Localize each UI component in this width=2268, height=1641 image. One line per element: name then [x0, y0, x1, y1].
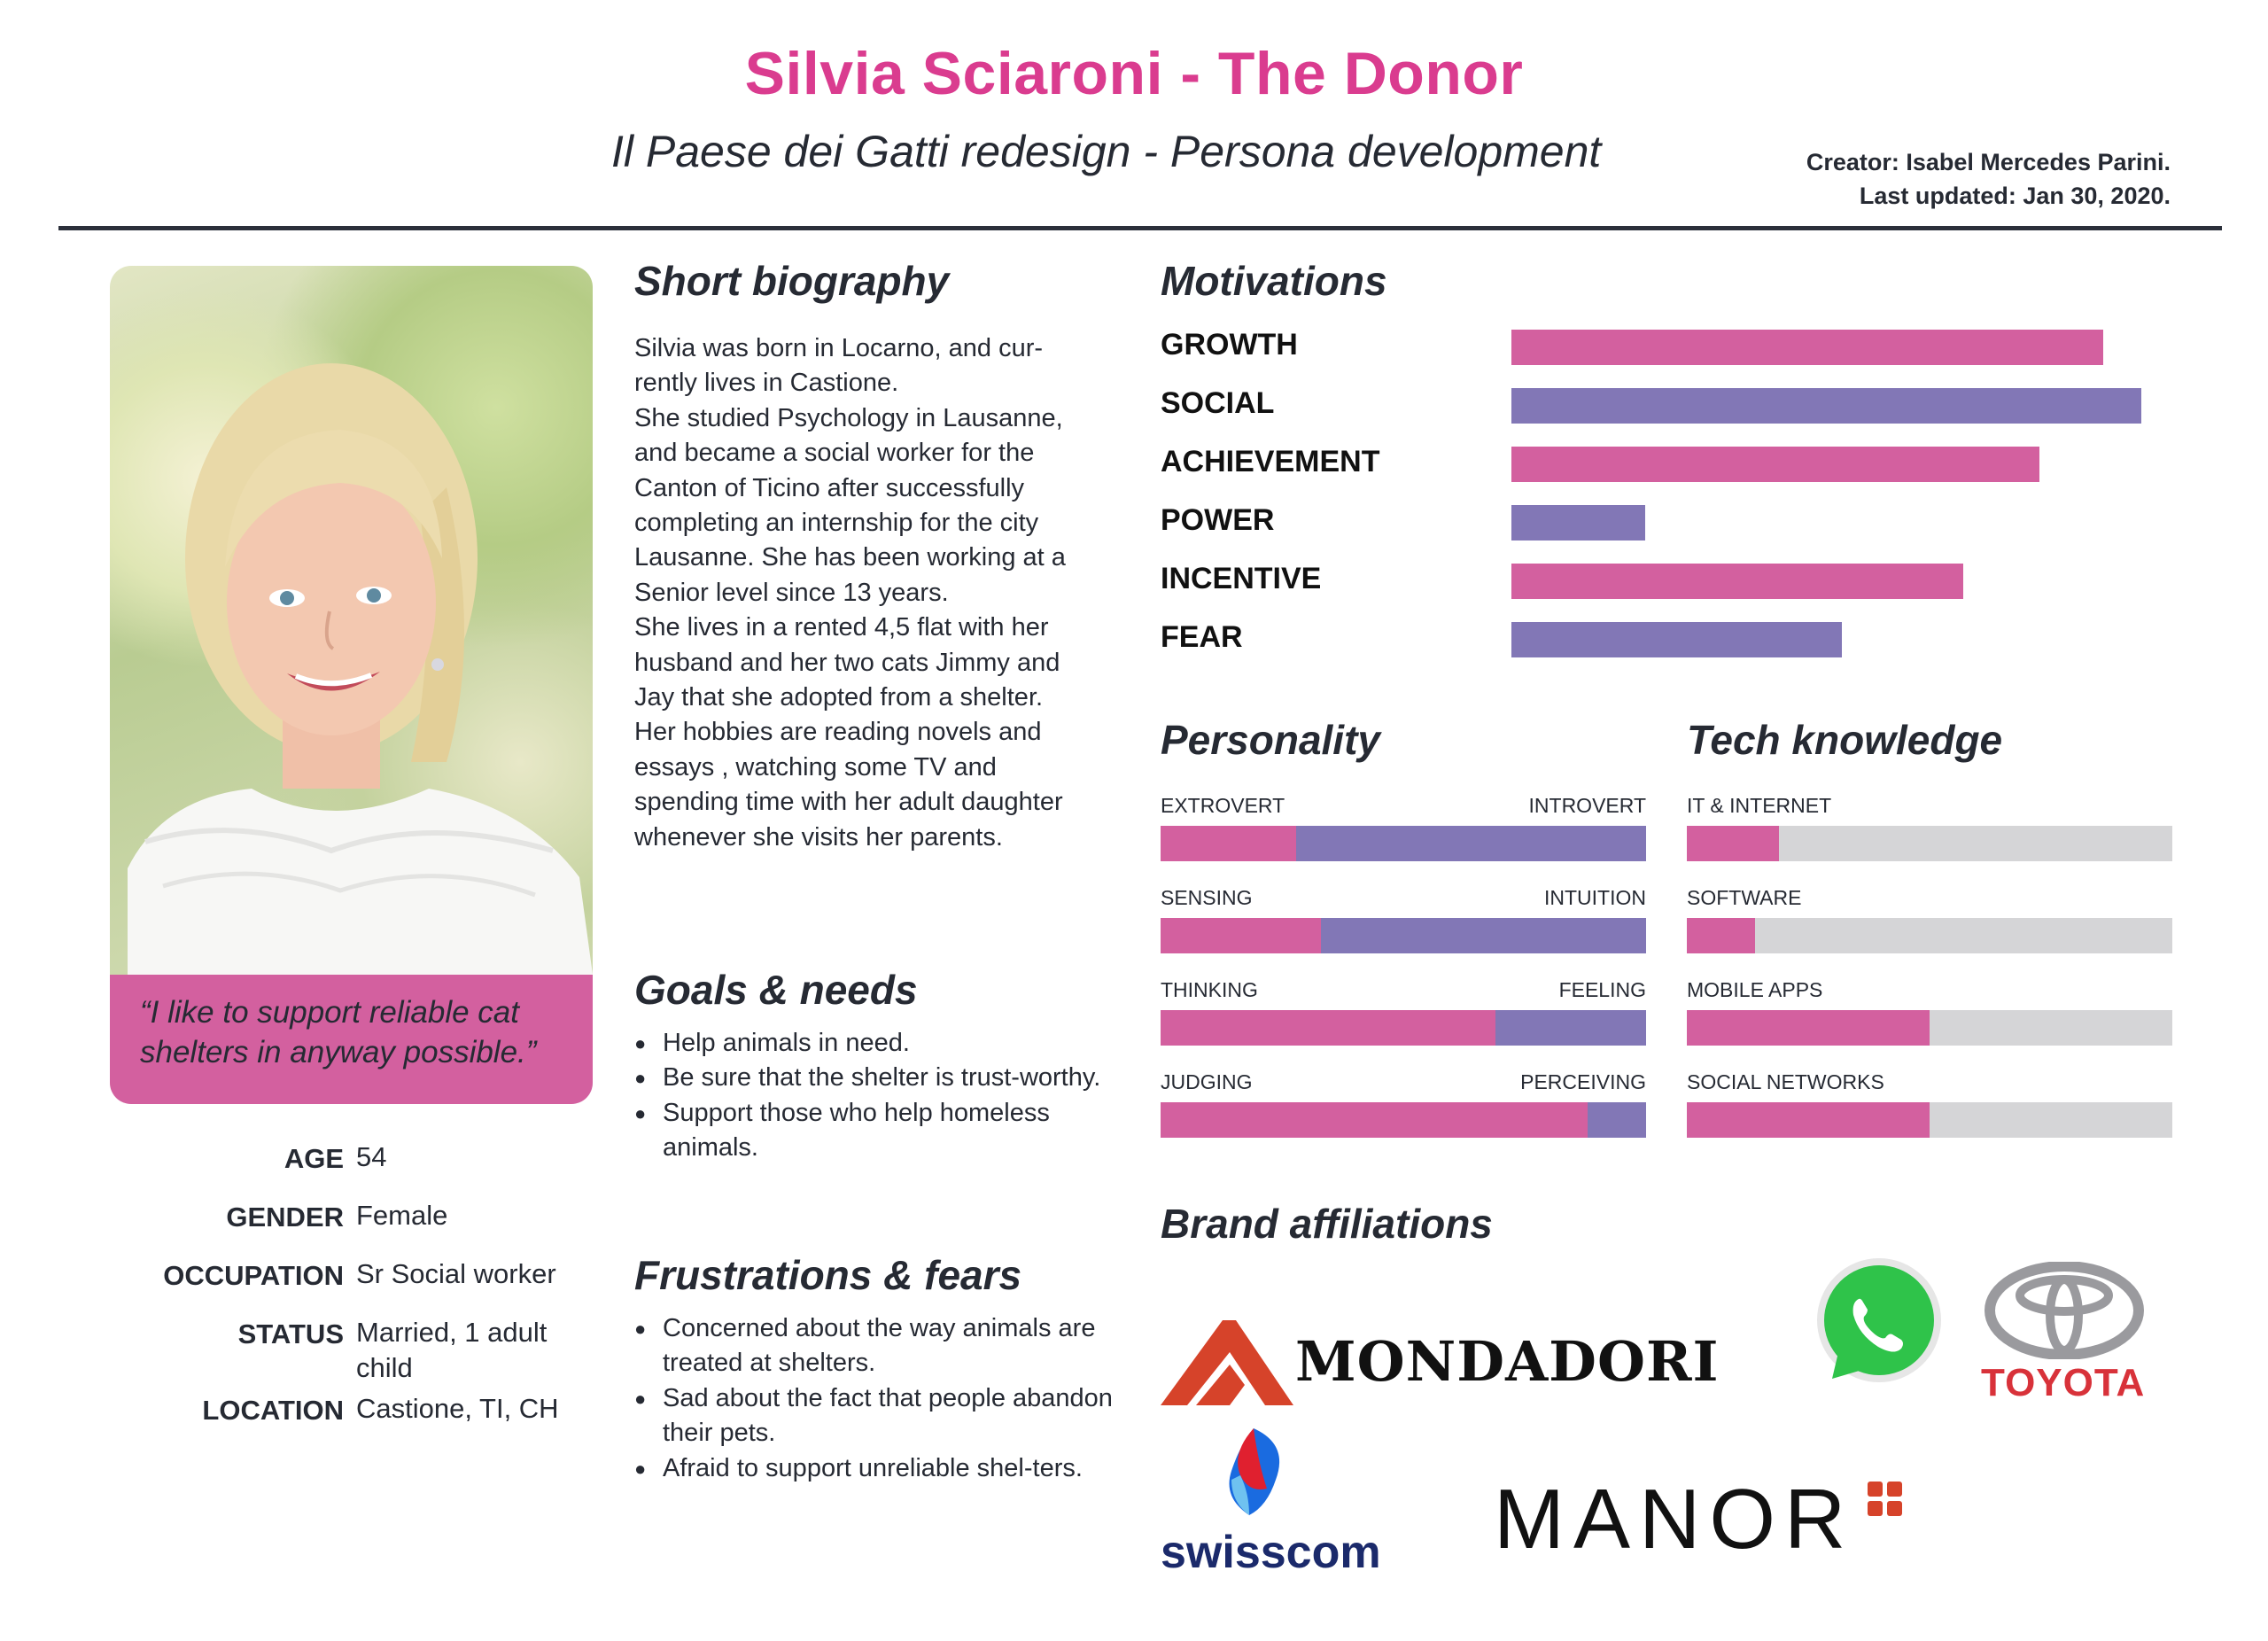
occupation-label: OCCUPATION — [163, 1260, 344, 1291]
biography-line: Senior level since 13 years. — [634, 578, 949, 607]
motivation-bar — [1511, 622, 1842, 657]
biography-line: completing an internship for the city — [634, 509, 1039, 538]
toyota-emblem-icon — [1984, 1262, 2144, 1359]
personality-title: Personality — [1161, 717, 1380, 763]
biography-line: Silvia was born in Locarno, and cur- — [634, 334, 1044, 362]
biography-title: Short biography — [634, 258, 950, 304]
tech-bar-fill — [1687, 826, 1779, 861]
motivation-label: GROWTH — [1161, 328, 1298, 362]
toyota-wordmark: TOYOTA — [1981, 1361, 2146, 1404]
tech-bar-fill — [1687, 1010, 1930, 1046]
biography-line: She lives in a rented 4,5 flat with her — [634, 613, 1049, 642]
personality-right-label: INTUITION — [1544, 886, 1646, 909]
personality-bar-left — [1161, 918, 1321, 953]
last-updated: Last updated: Jan 30, 2020. — [1859, 183, 2171, 209]
tech-bar-fill — [1687, 1102, 1930, 1138]
biography-text — [634, 331, 1130, 855]
list-item: ● Concerned about the way animals are treated at shelters. — [634, 1311, 1113, 1381]
manor-mark — [1868, 1482, 1903, 1521]
header-divider — [58, 226, 2222, 230]
gender-label: GENDER — [226, 1202, 344, 1233]
motivation-bar — [1511, 388, 2141, 424]
status-label: STATUS — [237, 1318, 344, 1349]
personality-left-label: JUDGING — [1161, 1070, 1253, 1093]
personality-right-label: INTROVERT — [1528, 794, 1646, 817]
tech-bar-track — [1687, 918, 2172, 953]
persona-quote: “I like to support reliable cat shelters in anyway possible.” — [140, 995, 537, 1069]
motivation-label: ACHIEVEMENT — [1161, 445, 1380, 478]
personality-bar-right — [1495, 1010, 1646, 1046]
motivations-title: Motivations — [1161, 258, 1387, 304]
list-item: ● Afraid to support unreliable shel-ters. — [634, 1451, 1113, 1486]
mondadori-logo — [1161, 1318, 1293, 1412]
tech-label: MOBILE APPS — [1687, 978, 1823, 1001]
age-value: 54 — [356, 1141, 387, 1172]
motivation-bar — [1511, 564, 1963, 599]
list-item: ● Be sure that the shelter is trust-worthy. — [634, 1061, 1113, 1095]
brands-title: Brand affiliations — [1161, 1201, 1493, 1247]
page-title: Silvia Sciaroni - The Donor — [744, 40, 1524, 107]
swisscom-lifeform-icon — [1214, 1427, 1293, 1524]
personality-left-label: EXTROVERT — [1161, 794, 1285, 817]
swisscom-logo — [1214, 1427, 1293, 1528]
personality-bar-left — [1161, 1102, 1588, 1138]
biography-line: Lausanne. She has been working at a — [634, 543, 1066, 572]
biography-line: Jay that she adopted from a shelter. — [634, 683, 1044, 712]
tech-label: IT & INTERNET — [1687, 794, 1832, 817]
mondadori-wordmark: MONDADORI — [1295, 1329, 1720, 1394]
personality-left-label: THINKING — [1161, 978, 1258, 1001]
creator-info — [1806, 145, 2171, 213]
motivation-label: INCENTIVE — [1161, 562, 1322, 595]
motivation-label: FEAR — [1161, 620, 1243, 654]
personality-bar-right — [1321, 918, 1646, 953]
swisscom-wordmark: swisscom — [1161, 1527, 1381, 1578]
page-subtitle: Il Paese dei Gatti redesign - Persona development — [611, 127, 1602, 176]
biography-line: essays , watching some TV and — [634, 752, 997, 782]
frustrations-list — [634, 1311, 1113, 1486]
manor-dots-icon — [1868, 1482, 1903, 1517]
motivation-label: POWER — [1161, 503, 1275, 537]
motivation-bar — [1511, 330, 2103, 365]
biography-line: and became a social worker for the — [634, 439, 1035, 468]
tech-title: Tech knowledge — [1687, 717, 2003, 763]
persona-photo — [110, 266, 593, 975]
personality-bar-right — [1588, 1102, 1646, 1138]
list-item: ● Sad about the fact that people abandon their pets. — [634, 1381, 1113, 1451]
motivation-label: SOCIAL — [1161, 386, 1275, 420]
tech-bar-fill — [1687, 918, 1755, 953]
biography-line: whenever she visits her parents. — [634, 822, 1003, 852]
motivation-bar — [1511, 505, 1645, 541]
manor-wordmark: MANOR — [1494, 1472, 1855, 1567]
biography-line: spending time with her adult daughter — [634, 788, 1063, 817]
status-value: Married, 1 adult child — [356, 1317, 548, 1383]
biography-line: husband and her two cats Jimmy and — [634, 648, 1060, 677]
biography-line: Her hobbies are reading novels and — [634, 718, 1042, 747]
motivation-bar — [1511, 447, 2039, 482]
list-item: ● Support those who help homeless animals. — [634, 1096, 1113, 1166]
personality-bar-right — [1296, 826, 1646, 861]
location-label: LOCATION — [202, 1395, 344, 1426]
gender-value: Female — [356, 1200, 448, 1231]
goals-title: Goals & needs — [634, 967, 918, 1013]
personality-bar-left — [1161, 1010, 1495, 1046]
list-item: ● Help animals in need. — [634, 1026, 1113, 1061]
creator-name: Creator: Isabel Mercedes Parini. — [1806, 149, 2171, 175]
tech-label: SOFTWARE — [1687, 886, 1802, 909]
toyota-logo — [1984, 1262, 2144, 1364]
biography-line: rently lives in Castione. — [634, 369, 899, 398]
personality-right-label: PERCEIVING — [1520, 1070, 1646, 1093]
persona-portrait-illustration — [110, 266, 593, 975]
personality-bar-left — [1161, 826, 1296, 861]
personality-left-label: SENSING — [1161, 886, 1253, 909]
biography-line: Canton of Ticino after successfully — [634, 473, 1025, 502]
biography-line: She studied Psychology in Lausanne, — [634, 403, 1063, 432]
location-value: Castione, TI, CH — [356, 1393, 559, 1424]
whatsapp-icon — [1813, 1256, 1946, 1389]
goals-list — [634, 1026, 1113, 1166]
tech-label: SOCIAL NETWORKS — [1687, 1070, 1884, 1093]
mondadori-mark-icon — [1161, 1318, 1293, 1407]
age-label: AGE — [284, 1143, 344, 1174]
personality-right-label: FEELING — [1558, 978, 1646, 1001]
frustrations-title: Frustrations & fears — [634, 1252, 1022, 1298]
whatsapp-logo — [1813, 1256, 1946, 1394]
occupation-value: Sr Social worker — [356, 1258, 556, 1289]
